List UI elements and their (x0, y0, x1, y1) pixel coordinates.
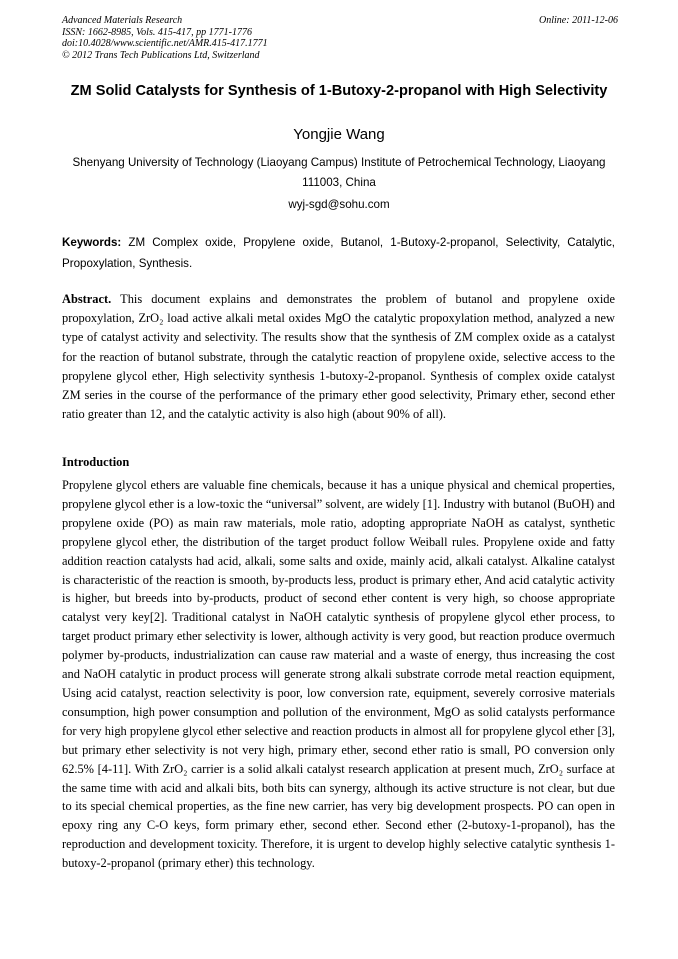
abstract-paragraph (62, 290, 615, 424)
abstract-label: Abstract. (62, 292, 112, 306)
journal-doi: doi:10.4028/www.scientific.net/AMR.415-417.1771 (62, 38, 268, 50)
journal-header (62, 15, 618, 61)
author-name: Yongjie Wang (293, 126, 385, 143)
author-email: wyj-sgd@sohu.com (288, 198, 390, 211)
journal-issn: ISSN: 1662-8985, Vols. 415-417, pp 1771-1776 (62, 26, 252, 38)
paper-title: ZM Solid Catalysts for Synthesis of 1-Butoxy-2-propanol with High Selectivity (70, 83, 608, 99)
keywords-text: ZM Complex oxide, Propylene oxide, Butanol, 1-Butoxy-2-propanol, Selectivity, Catalytic, Propoxylation, Synthesis. (62, 236, 615, 270)
introduction-heading: Introduction (62, 455, 130, 469)
introduction-paragraph: Propylene glycol ethers are valuable fine chemicals, because it has a unique physical and chemical properties, propylene glycol ether is a low-toxic the “universal” solvent, are widely [1]. Industry with butanol (BuOH) and propylene oxide (PO) as main raw materials, mole ratio, adopting appropriate NaOH as catalyst, synthetic propylene glycol ether, the distribution of the target product follow Weiball rules. Propylene oxide and fatty addition reaction catalysts had acid, alkali, some salts and oxide, mainly acid, alkali catalyst. Alkaline catalyst is characteristic of the reaction is smooth, by-products less, product is primary ether, And acid catalytic activity is higher, but breeds into by-products, product of second ether content is very high, so choose appropriate catalyst very key[2]. Traditional catalyst in NaOH catalytic synthesis of propylene glycol ether process, to target product primary ether selectivity is lower, although activity is very good, but reaction produce overmuch polymer by-products, industrialization can cause raw material and a waste of energy, thus increasing the cost and NaOH catalytic in product process will generate strong alkali substrate corrode metal reaction equipment, Using acid catalyst, reaction selectivity is poor, low conversion rate, equipment, severely corrosive materials consumption, high power consumption and pollution of the environment, MgO as solid catalysts performance for very high propylene glycol ether selective and reaction products in almost all for propylene glycol ether [3], but primary ether selectivity is not very high, primary ether, second ether ratio is small, PO conversion only 62.5% [4-11]. With ZrO₂ carrier is a solid alkali catalyst research application at present much, ZrO₂ surface at the same time with acid and alkali bits, both bits can synergy, although its active structure is not clear, but due to its special chemical properties, as the fine new carrier, has very big development prospects. PO can open in epoxy ring any C-O keys, form primary ether, second ether. Second ether (2-butoxy-1-propanol), has the reproduction and development toxicity. Therefore, it is urgent to develop highly selective catalytic synthesis 1-butoxy-2-propanol (primary ether) this technology. (62, 478, 615, 871)
keywords-paragraph (62, 233, 615, 274)
abstract-text: This document explains and demonstrates the problem of butanol and propylene oxide propoxylation, ZrO₂ load active alkali metal oxides MgO the catalytic propoxylation method, analyzed a new type of catalyst activity and selectivity. The results show that the synthesis of ZM complex oxide as a catalyst for the reaction of butanol substrate, through the catalytic reaction of propylene oxide, selective access to the propylene glycol ether, High selectivity synthesis 1-butoxy-2-propanol. Synthesis of complex oxide catalyst ZM series in the course of the performance of the primary ether good selectivity, Primary ether, second ether ratio greater than 12, and the catalytic activity is also high (about 90% of all). (62, 292, 616, 422)
author-affiliation: Shenyang University of Technology (Liaoyang Campus) Institute of Petrochemical Technology, Liaoyang 111003, China (72, 156, 606, 189)
journal-copyright: © 2012 Trans Tech Publications Ltd, Switzerland (62, 49, 260, 61)
journal-name: Advanced Materials Research (62, 15, 183, 26)
online-date: Online: 2011-12-06 (539, 15, 618, 26)
keywords-label: Keywords: (62, 236, 122, 249)
